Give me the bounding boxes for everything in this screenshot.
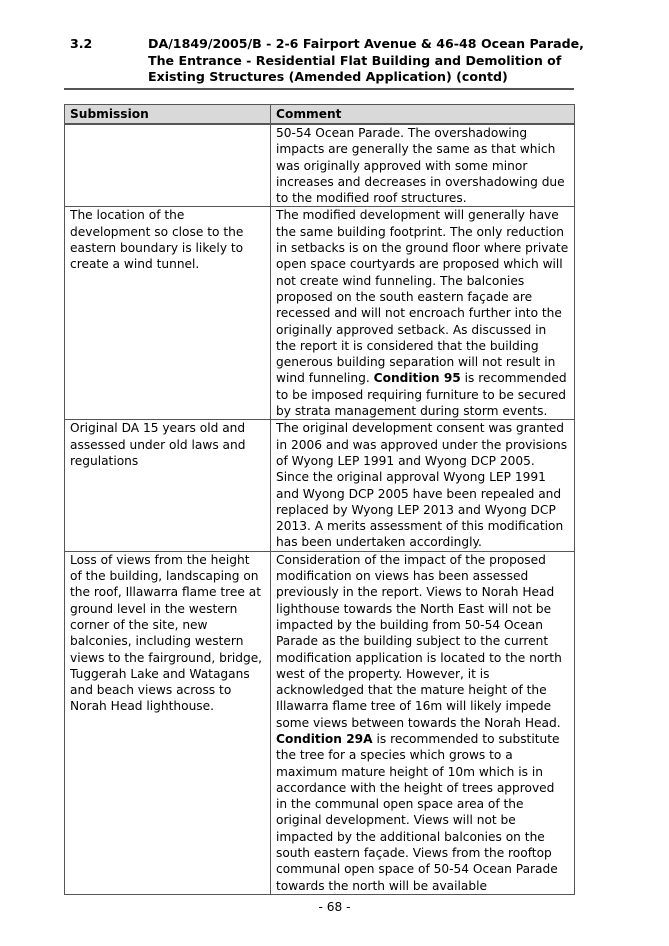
submission-cell: Loss of views from the height of the building, landscaping on the roof, Illawarra flame tree at ground level in the western corner of the site, new balconies, including western views to the fairground, bridge, Tuggerah Lake and Watagans and beach views across to Norah Head lighthouse.	[65, 551, 271, 894]
comment-cell	[271, 420, 575, 551]
table-row	[65, 124, 575, 207]
comment-text: Consideration of the impact of the proposed modification on views has been assessed previously in the report. Views to Norah Head lighthouse towards the North East will not be impacted by the building from 50-54 Ocean Parade as the building subject to the current modification application is located to the north west of the property. However, it is acknowledged that the mature height of the Illawarra flame tree of 16m will likely impede some views between towards the Norah Head.	[276, 552, 562, 730]
page-number: - 68 -	[318, 900, 351, 914]
comment-text: The original development consent was granted in 2006 and was approved under the provisions of Wyong LEP 1991 and Wyong DCP 2005. Since the original approval Wyong LEP 1991 and Wyong DCP 2005 have been repealed and replaced by Wyong LEP 2013 and Wyong DCP 2013. A merits assessment of this modification has been undertaken accordingly.	[276, 421, 568, 550]
condition-reference: Condition 95	[373, 371, 461, 386]
table-row	[65, 420, 575, 551]
comment-cell	[271, 124, 575, 207]
condition-reference: Condition 29A	[276, 731, 373, 746]
submission-cell	[65, 124, 271, 207]
heading-divider	[64, 88, 574, 90]
comment-cell	[271, 207, 575, 420]
comment-cell	[271, 551, 575, 894]
submission-column-header: Submission	[65, 105, 271, 125]
submission-cell: Original DA 15 years old and assessed under old laws and regulations	[65, 420, 271, 551]
table-header-row	[65, 105, 575, 125]
table-row	[65, 551, 575, 894]
comment-text: The modified development will generally have the same building footprint. The only reduction in setbacks is on the ground floor where private open space courtyards are proposed which will not create wind funneling. The balconies proposed on the south eastern façade are recessed and will not encroach further into the originally approved setback. As discussed in the report it is considered that the building generous building separation will not result in wind funneling.	[276, 208, 569, 386]
submission-cell: The location of the development so close to the eastern boundary is likely to create a wind tunnel.	[65, 207, 271, 420]
comment-column-header: Comment	[271, 105, 575, 125]
submissions-table	[64, 104, 575, 895]
section-title: DA/1849/2005/B - 2-6 Fairport Avenue & 46-48 Ocean Parade, The Entrance - Residential Flat Building and Demolition of Existing Structures (Amended Application) (contd)	[148, 36, 584, 84]
table-row	[65, 207, 575, 420]
comment-text: is recommended to be imposed requiring furniture to be secured by strata management during storm events.	[276, 371, 567, 419]
section-number: 3.2	[70, 36, 93, 51]
comment-text: 50-54 Ocean Parade. The overshadowing impacts are generally the same as that which was originally approved with some minor increases and decreases in overshadowing due to the modified roof structures.	[276, 126, 565, 206]
comment-text: is recommended to substitute the tree for a species which grows to a maximum mature height of 10m which is in accordance with the height of trees approved in the communal open space area of the original development. Views will not be impacted by the additional balconies on the south eastern façade. Views from the rooftop communal open space of 50-54 Ocean Parade towards the north will be available	[276, 731, 560, 893]
